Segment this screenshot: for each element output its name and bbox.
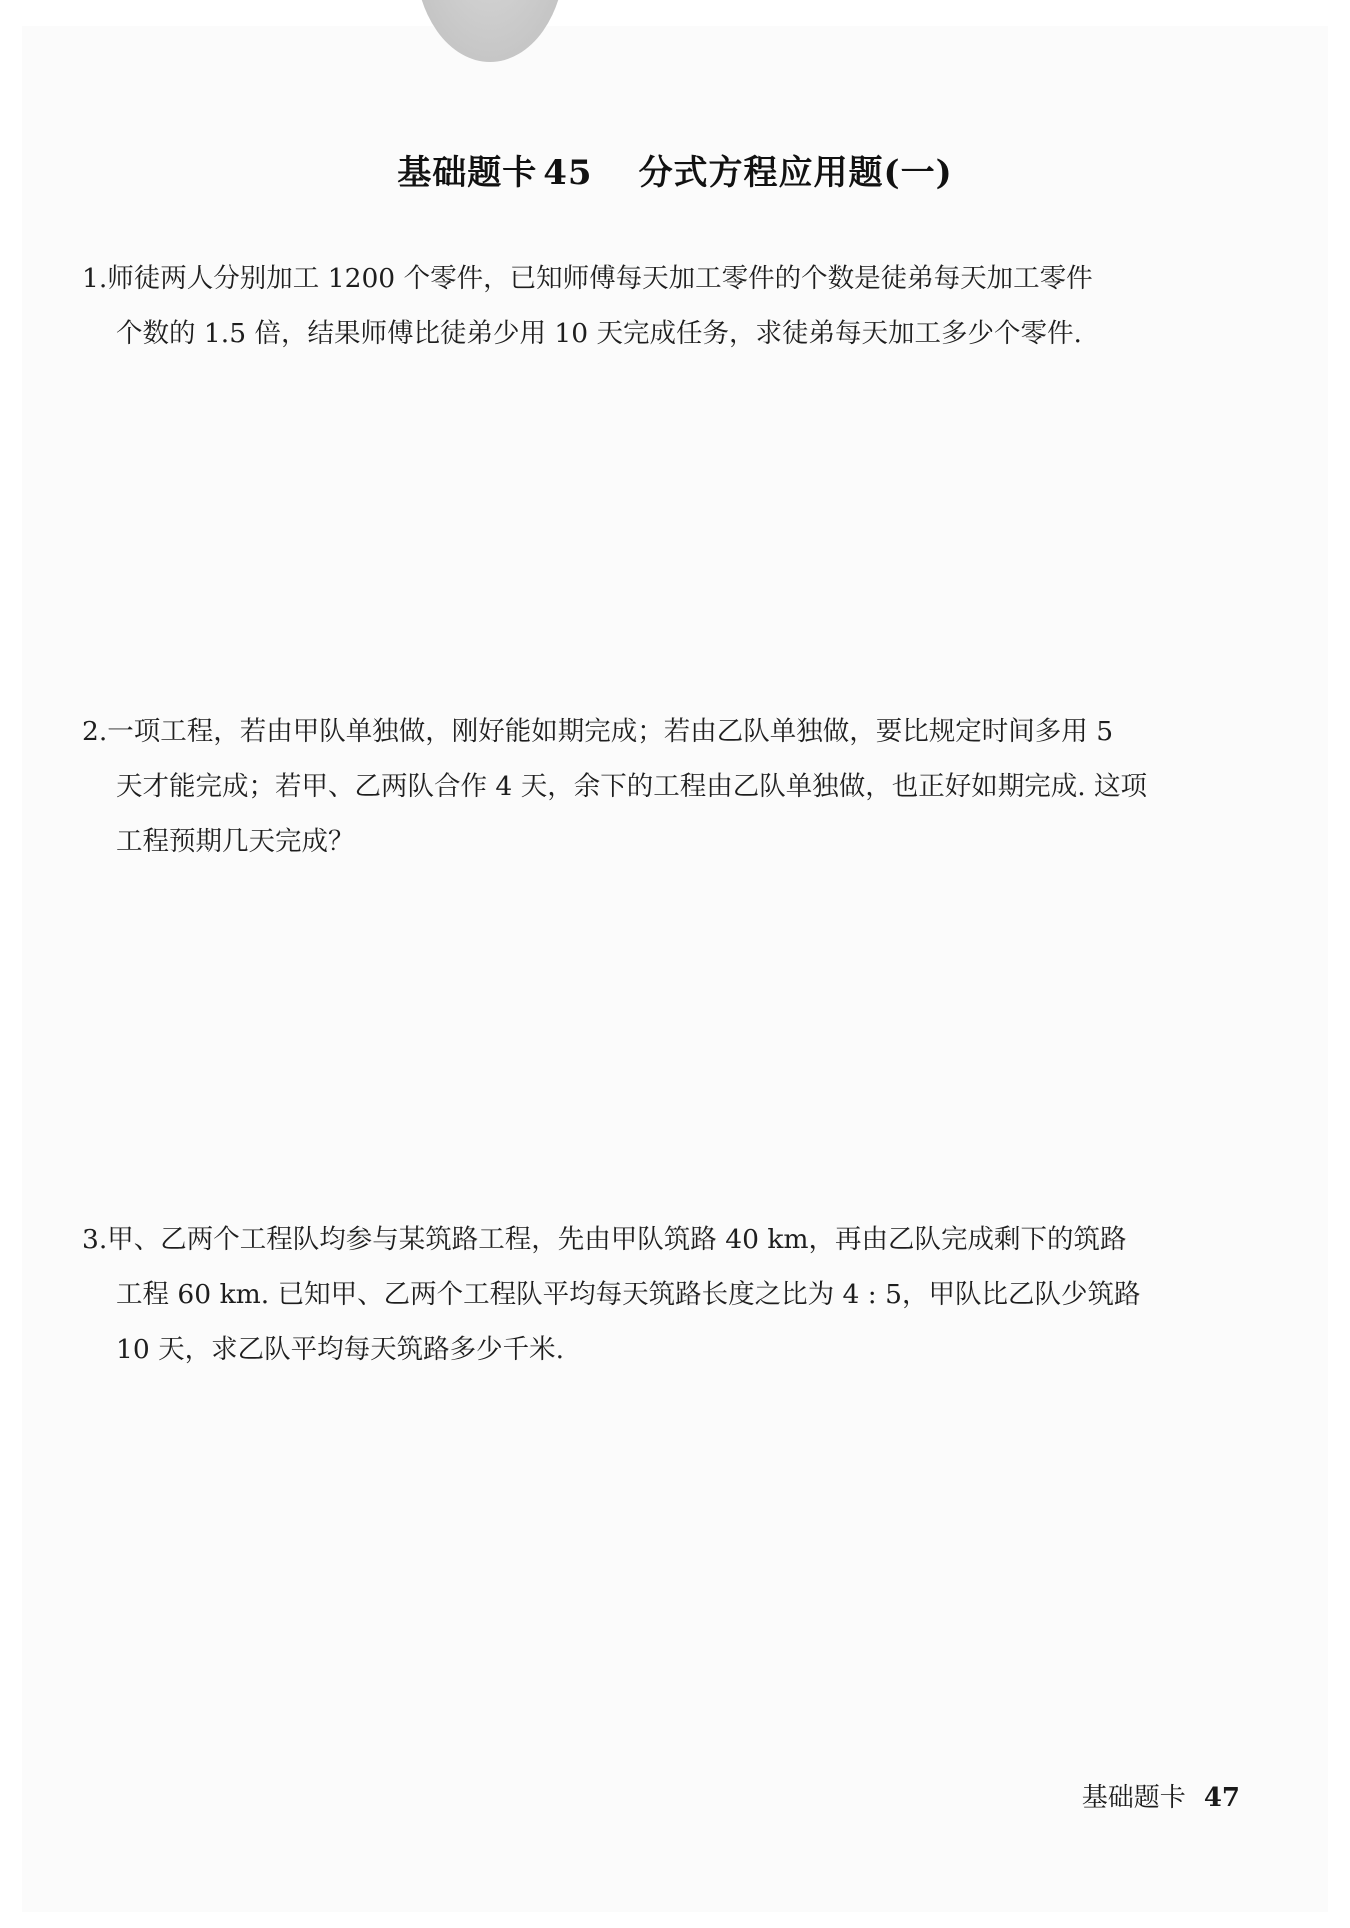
question-2-text-1: 一项工程，若由甲队单独做，刚好能如期完成；若由乙队单独做，要比规定时间多用 5	[107, 716, 1114, 747]
question-3-number: 3.	[82, 1224, 108, 1255]
question-2-line-3: 工程预期几天完成？	[116, 826, 355, 857]
question-2-line-2: 天才能完成；若甲、乙两队合作 4 天，余下的工程由乙队单独做，也正好如期完成. 这项	[116, 771, 1148, 802]
question-3-line-2: 工程 60 km. 已知甲、乙两个工程队平均每天筑路长度之比为 4 : 5，甲队比乙队少筑路	[116, 1279, 1141, 1310]
page-number: 47	[1203, 1783, 1240, 1813]
page-footer	[1082, 1777, 1240, 1814]
question-1-number: 1.	[82, 263, 108, 294]
question-2-number: 2.	[82, 716, 108, 747]
title-number: 45	[543, 153, 593, 193]
question-1-line-2: 个数的 1.5 倍，结果师傅比徒弟少用 10 天完成任务，求徒弟每天加工多少个零件.	[116, 318, 1082, 349]
question-1-line-1	[82, 251, 1272, 306]
question-1-text-1: 师徒两人分别加工 1200 个零件，已知师傅每天加工零件的个数是徒弟每天加工零件	[107, 263, 1093, 294]
page-title	[0, 145, 1350, 194]
question-1	[82, 251, 1272, 361]
question-3-text-1: 甲、乙两个工程队均参与某筑路工程，先由甲队筑路 40 km，再由乙队完成剩下的筑路	[107, 1224, 1127, 1255]
question-2	[82, 704, 1272, 869]
question-3-line-3: 10 天，求乙队平均每天筑路多少千米.	[116, 1334, 565, 1365]
footer-label: 基础题卡	[1081, 1783, 1186, 1813]
question-3	[82, 1212, 1272, 1377]
title-prefix: 基础题卡	[397, 153, 538, 193]
question-2-line-1	[82, 704, 1272, 759]
question-3-line-1	[82, 1212, 1272, 1267]
title-topic: 分式方程应用题(一)	[638, 153, 953, 193]
